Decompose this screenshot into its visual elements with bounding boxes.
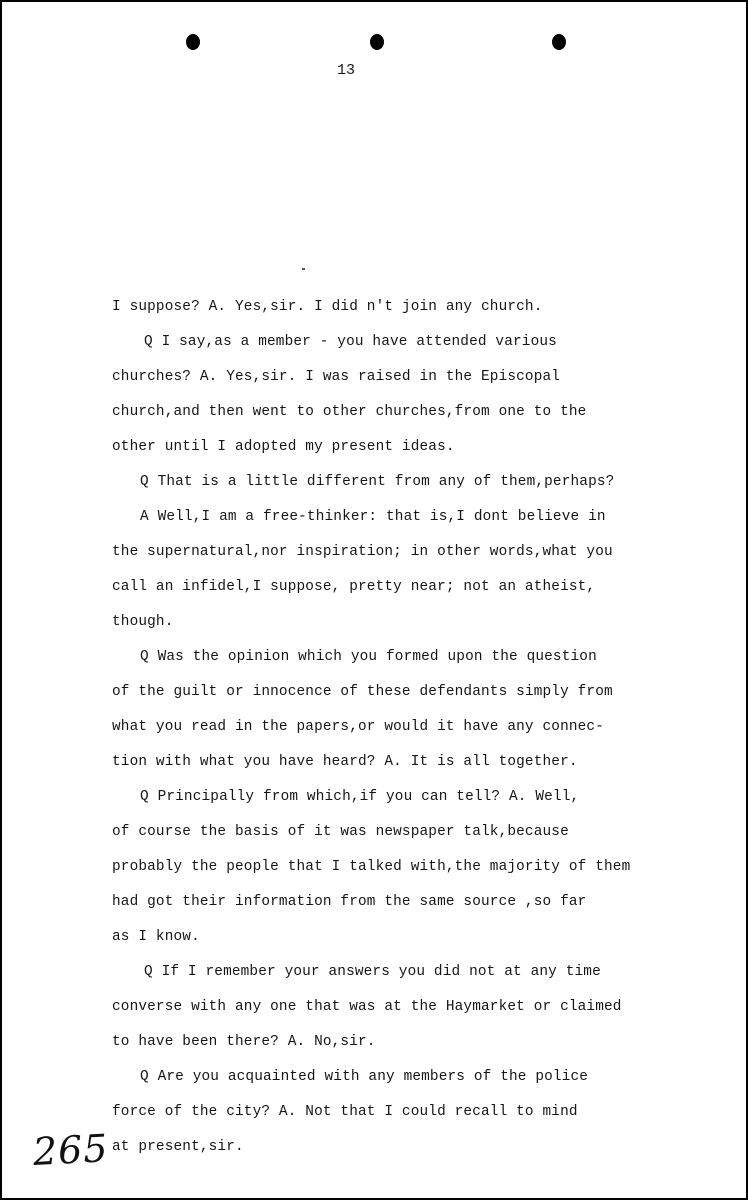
transcript-line: Q Was the opinion which you formed upon the question — [140, 649, 597, 665]
transcript-line: though. — [112, 614, 174, 630]
transcript-line: what you read in the papers,or would it have any connec- — [112, 719, 605, 735]
transcript-line: tion with what you have heard? A. It is all together. — [112, 754, 578, 770]
binding-hole-left — [186, 34, 200, 50]
transcript-line: Q That is a little different from any of them,perhaps? — [140, 474, 615, 490]
page-number: 13 — [336, 62, 355, 79]
transcript-line: at present,sir. — [112, 1139, 244, 1155]
transcript-line: call an infidel,I suppose, pretty near; not an atheist, — [112, 579, 596, 595]
transcript-line: churches? A. Yes,sir. I was raised in the Episcopal — [112, 369, 561, 385]
transcript-line: Q I say,as a member - you have attended various — [144, 334, 557, 350]
transcript-line: of the guilt or innocence of these defendants simply from — [112, 684, 613, 700]
transcript-line: I suppose? A. Yes,sir. I did n't join any church. — [112, 299, 543, 315]
transcript-line: church,and then went to other churches,from one to the — [112, 404, 587, 420]
transcript-line: Q Are you acquainted with any members of the police — [140, 1069, 589, 1085]
ink-speck — [302, 268, 305, 270]
transcript-line: other until I adopted my present ideas. — [112, 439, 455, 455]
transcript-line: to have been there? A. No,sir. — [112, 1034, 376, 1050]
transcript-line: A Well,I am a free-thinker: that is,I dont believe in — [140, 509, 606, 525]
transcript-line: converse with any one that was at the Haymarket or claimed — [112, 999, 622, 1015]
binding-hole-right — [552, 34, 566, 50]
transcript-line: of course the basis of it was newspaper talk,because — [112, 824, 569, 840]
transcript-line: as I know. — [112, 929, 200, 945]
transcript-line: probably the people that I talked with,the majority of them — [112, 859, 631, 875]
transcript-line: Q Principally from which,if you can tell? A. Well, — [140, 789, 580, 805]
transcript-line: the supernatural,nor inspiration; in other words,what you — [112, 544, 613, 560]
binding-hole-center — [370, 34, 384, 50]
handwritten-folio-number: 265 — [31, 1126, 110, 1174]
transcript-line: force of the city? A. Not that I could recall to mind — [112, 1104, 578, 1120]
transcript-line: had got their information from the same source ,so far — [112, 894, 587, 910]
transcript-line: Q If I remember your answers you did not at any time — [144, 964, 601, 980]
